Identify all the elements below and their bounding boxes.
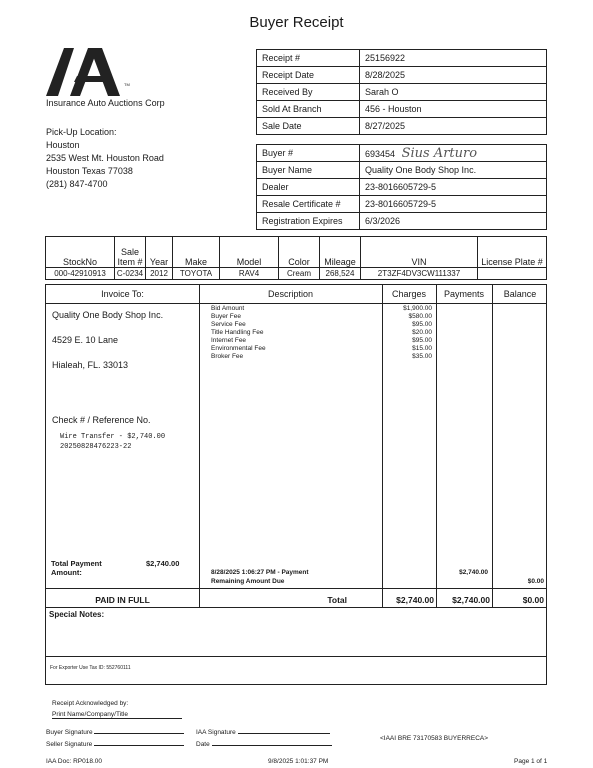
dealer-value: 23-8016605729-5 <box>360 179 547 196</box>
resale-certificate-label: Resale Certificate # <box>257 196 360 213</box>
page-title: Buyer Receipt <box>249 14 344 31</box>
exporter-text: For Exporter Use Tax ID: 552760111 <box>50 665 131 671</box>
receipt-date-value: 8/28/2025 <box>360 67 547 84</box>
fee-item: Buyer Fee <box>211 313 241 320</box>
model-value: RAV4 <box>220 268 279 280</box>
fee-charge: $1,900.00 <box>403 305 432 312</box>
receipt-acknowledged: Receipt Acknowledged by: <box>52 700 129 707</box>
doc-number: IAA Doc: RP018.00 <box>46 758 103 765</box>
col-vin: VIN <box>361 237 478 268</box>
fee-item: Bid Amount <box>211 305 245 312</box>
registration-expires-value: 6/3/2026 <box>360 213 547 230</box>
date-field <box>196 741 332 748</box>
pickup-line: Houston Texas 77038 <box>46 166 133 176</box>
registration-expires-label: Registration Expires <box>257 213 360 230</box>
fee-charge: $95.00 <box>412 321 432 328</box>
buyer-info-table <box>256 144 547 230</box>
dealer-label: Dealer <box>257 179 360 196</box>
total-payment-value: $2,740.00 <box>146 559 180 568</box>
vin-value: 2T3ZF4DV3CW111337 <box>361 268 478 280</box>
total-label: Total <box>327 595 347 605</box>
fee-item: Broker Fee <box>211 353 244 360</box>
buyer-signature-line <box>94 733 184 734</box>
document-code: <IAAI BRE 73170583 BUYERRECA> <box>380 735 489 742</box>
fee-item: Internet Fee <box>211 337 247 344</box>
payments-header: Payments <box>443 289 485 299</box>
special-notes-box <box>45 607 547 657</box>
print-name-label: Print Name/Company/Title <box>52 711 182 719</box>
fee-charge: $15.00 <box>412 345 432 352</box>
pickup-label: Pick-Up Location: <box>46 127 117 137</box>
fee-charge: $580.00 <box>408 313 432 320</box>
received-by-value: Sarah O <box>360 84 547 101</box>
paid-in-full: PAID IN FULL <box>95 595 150 605</box>
iaa-signature-line <box>238 733 330 734</box>
buyer-number: 693454 <box>365 148 396 159</box>
col-license-plate: License Plate # <box>478 237 547 268</box>
printed-timestamp: 9/8/2025 1:01:37 PM <box>268 758 329 765</box>
address-line: Hialeah, FL. 33013 <box>52 360 129 370</box>
col-make: Make <box>173 237 220 268</box>
handwritten-signature: Sius Arturo <box>401 145 478 161</box>
charges-header: Charges <box>391 289 427 299</box>
invoice-to-header: Invoice To: <box>101 289 144 299</box>
license-plate-value <box>478 268 547 280</box>
buyer-name-value: Quality One Body Shop Inc. <box>360 162 547 179</box>
total-payments: $2,740.00 <box>452 595 490 605</box>
seller-signature-label: Seller Signature <box>46 741 93 748</box>
company-name: Insurance Auto Auctions Corp <box>46 98 165 108</box>
total-charges: $2,740.00 <box>396 595 434 605</box>
payment-line: 8/28/2025 1:06:27 PM - Payment <box>211 569 309 576</box>
address-line: 4529 E. 10 Lane <box>52 335 119 345</box>
receipt-info-table <box>256 49 547 135</box>
description-header: Description <box>267 289 314 299</box>
receipt-number-value: 25156922 <box>360 50 547 67</box>
invoice-section <box>45 284 547 608</box>
date-line <box>212 745 332 746</box>
pickup-line: 2535 West Mt. Houston Road <box>46 153 164 163</box>
sale-date-label: Sale Date <box>257 118 360 135</box>
fee-item: Environmental Fee <box>211 345 266 352</box>
buyer-name-label: Buyer Name <box>257 162 360 179</box>
payment-lines <box>211 568 309 586</box>
total-payment-label: Total Payment Amount: <box>51 559 102 577</box>
page-number: Page 1 of 1 <box>514 758 548 765</box>
sale-date-value: 8/27/2025 <box>360 118 547 135</box>
special-notes-label: Special Notes: <box>49 610 105 619</box>
wire-transfer-line: Wire Transfer - $2,740.00 <box>60 433 166 441</box>
pickup-line: Houston <box>46 140 80 150</box>
col-sale-item: Sale Item # <box>115 237 146 268</box>
check-reference-label: Check # / Reference No. <box>52 415 151 425</box>
buyer-number-value <box>360 145 547 162</box>
pickup-location <box>46 126 164 191</box>
sale-item-value: C-0234 <box>115 268 146 280</box>
invoice-address <box>52 309 163 371</box>
fee-charge: $95.00 <box>412 337 432 344</box>
fee-item: Service Fee <box>211 321 246 328</box>
seller-signature-line <box>94 745 184 746</box>
sold-at-branch-value: 456 - Houston <box>360 101 547 118</box>
make-value: TOYOTA <box>173 268 220 280</box>
date-label: Date <box>196 741 210 748</box>
wire-transfer <box>60 432 165 452</box>
fee-charge: $35.00 <box>412 353 432 360</box>
iaa-logo <box>44 46 154 98</box>
year-value: 2012 <box>146 268 173 280</box>
remaining-line: Remaining Amount Due <box>211 578 285 585</box>
charges-list <box>382 305 432 361</box>
address-line: Quality One Body Shop Inc. <box>52 310 164 320</box>
exporter-box <box>45 657 547 685</box>
sold-at-branch-label: Sold At Branch <box>257 101 360 118</box>
buyer-signature-label: Buyer Signature <box>46 729 93 736</box>
stockno-value: 000-42910913 <box>46 268 115 280</box>
iaa-signature-label: IAA Signature <box>196 729 236 736</box>
received-by-label: Received By <box>257 84 360 101</box>
payment-value: $2,740.00 <box>459 569 488 576</box>
receipt-date-label: Receipt Date <box>257 67 360 84</box>
vehicle-table <box>45 236 547 280</box>
color-value: Cream <box>279 268 320 280</box>
fee-item: Title Handling Fee <box>211 329 264 336</box>
wire-transfer-line: 20250828476223-22 <box>60 443 132 451</box>
col-color: Color <box>279 237 320 268</box>
balance-header: Balance <box>503 289 537 299</box>
fee-charge: $20.00 <box>412 329 432 336</box>
total-balance: $0.00 <box>522 595 544 605</box>
col-stockno: StockNo <box>46 237 115 268</box>
iaa-signature-field <box>196 729 330 736</box>
svg-text:TM: TM <box>124 82 130 87</box>
buyer-number-label: Buyer # <box>257 145 360 162</box>
mileage-value: 268,524 <box>320 268 361 280</box>
col-model: Model <box>220 237 279 268</box>
receipt-number-label: Receipt # <box>257 50 360 67</box>
col-mileage: Mileage <box>320 237 361 268</box>
buyer-signature-field <box>46 729 184 736</box>
seller-signature-field <box>46 741 184 748</box>
pickup-line: (281) 847-4700 <box>46 179 108 189</box>
description-list <box>211 305 266 361</box>
balance-value: $0.00 <box>527 578 544 585</box>
resale-certificate-value: 23-8016605729-5 <box>360 196 547 213</box>
col-year: Year <box>146 237 173 268</box>
